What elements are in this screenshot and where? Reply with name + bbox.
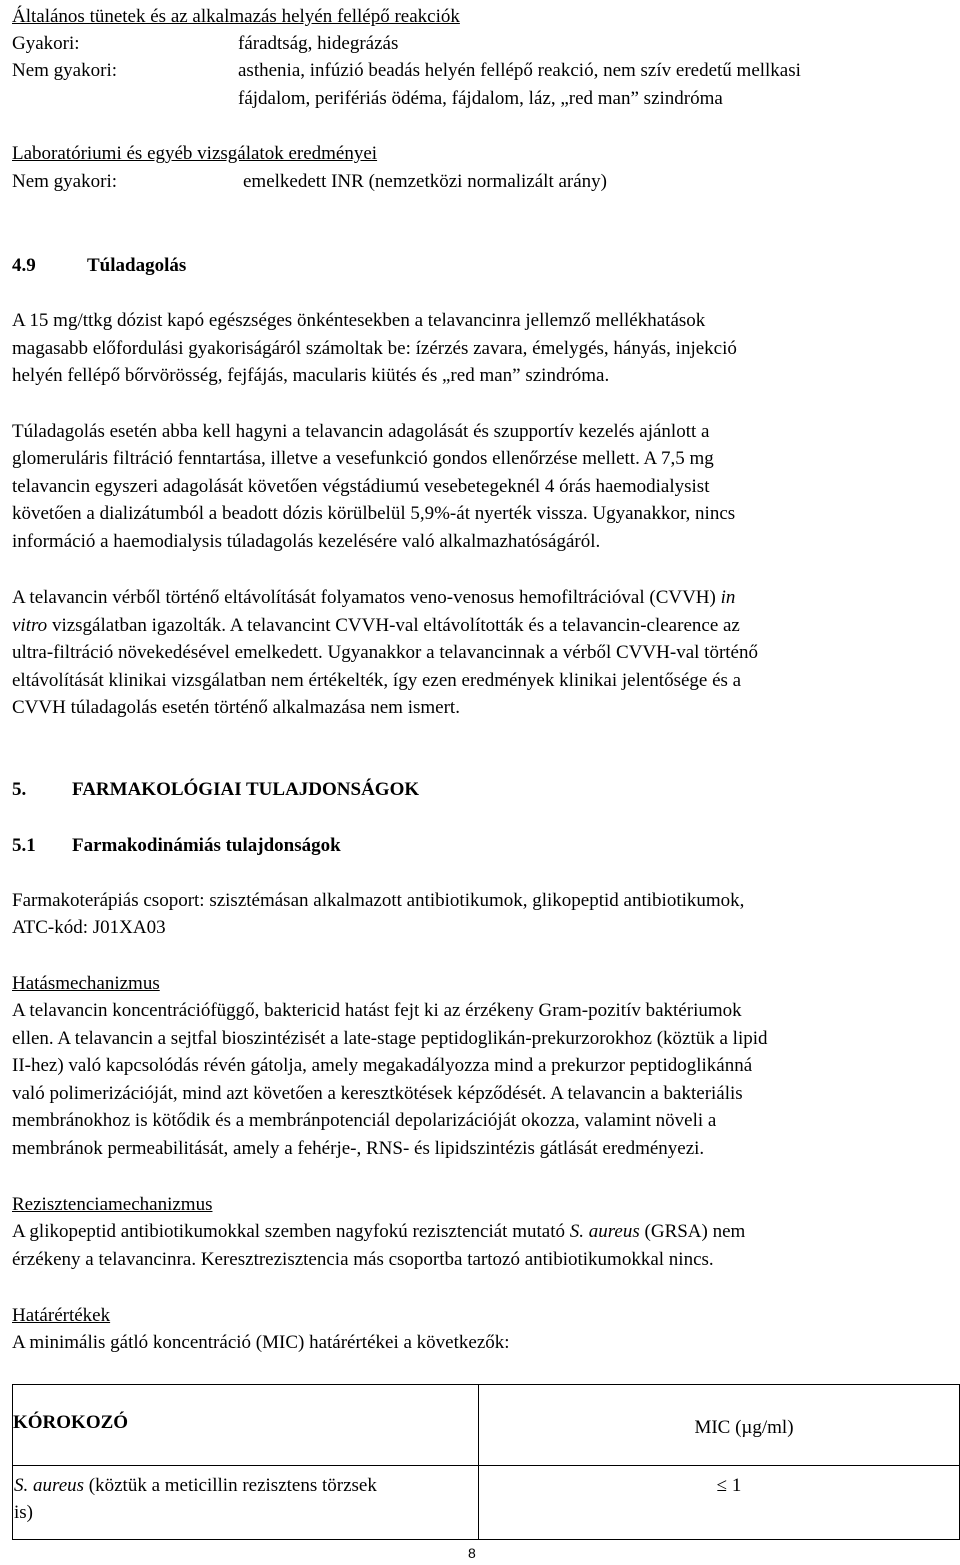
italic-run: vitro — [12, 615, 48, 636]
section-number: 5. — [12, 779, 27, 800]
italic-run: in — [720, 587, 736, 608]
overdose-p2-line: glomeruláris filtráció fenntartása, illetve a vesefunkció gondos ellenőrzése mellett. A 7,5 mg — [12, 448, 714, 469]
text-run: vizsgálatban igazolták. A telavancint CVVH-val eltávolították és a telavancin-clearence az — [47, 615, 740, 636]
section-number: 4.9 — [12, 255, 36, 276]
italic-run: S. aureus — [14, 1475, 85, 1496]
section-title: Farmakodinámiás tulajdonságok — [72, 835, 341, 856]
italic-run: S. aureus — [569, 1221, 640, 1242]
overdose-p3-line: ultra-filtráció növekedésével emelkedett. Ugyanakkor a telavancinnak a vérből CVVH-val történő — [12, 642, 758, 663]
overdose-p1-line: helyén fellépő bőrvörösség, fejfájás, macularis kiütés és „red man” szindróma. — [12, 365, 610, 386]
freq-text: asthenia, infúzió beadás helyén fellépő reakció, nem szív eredetű mellkasi — [238, 60, 801, 81]
breakpoints-heading: Határértékek — [12, 1305, 111, 1326]
table-header-cell — [479, 1385, 960, 1466]
table-cell-pathogen — [13, 1466, 479, 1540]
text-run: A glikopeptid antibiotikumokkal szemben nagyfokú rezisztenciát mutató — [12, 1221, 570, 1242]
overdose-p1-line: A 15 mg/ttkg dózist kapó egészséges önkéntesekben a telavancinra jellemző mellékhatások — [12, 310, 706, 331]
text-run: is) — [14, 1502, 33, 1523]
mic-value: ≤ 1 — [716, 1475, 742, 1496]
freq-text-continued: fájdalom, perifériás ödéma, fájdalom, láz, „red man” szindróma — [238, 88, 723, 109]
mechanism-line: való polimerizációját, mind azt követően a keresztkötések képződését. A telavancin a bakteriális — [12, 1083, 743, 1104]
section-title: FARMAKOLÓGIAI TULAJDONSÁGOK — [72, 779, 420, 800]
freq-label: Nem gyakori: — [12, 171, 118, 192]
overdose-p3-line: CVVH túladagolás esetén történő alkalmazása nem ismert. — [12, 697, 460, 718]
table-header-row — [13, 1385, 960, 1466]
text-run: (GRSA) nem — [639, 1221, 746, 1242]
breakpoints-text: A minimális gátló koncentráció (MIC) határértékei a következők: — [12, 1332, 510, 1353]
overdose-p3-line — [12, 584, 735, 611]
table-row — [13, 1466, 960, 1540]
section-number: 5.1 — [12, 835, 36, 856]
table-cell-mic — [479, 1466, 960, 1540]
freq-row-common — [12, 30, 932, 57]
mic-table — [12, 1384, 960, 1540]
table-header-cell — [13, 1385, 479, 1466]
freq-row-uncommon — [12, 57, 932, 84]
mechanism-line: A telavancin koncentrációfüggő, baktericid hatást fejt ki az érzékeny Gram-pozitív baktériumok — [12, 1000, 742, 1021]
overdose-p1-line: magasabb előfordulási gyakoriságáról számoltak be: ízérzés zavara, émelygés, hányás, injekció — [12, 338, 737, 359]
freq-text: fáradtság, hidegrázás — [238, 33, 399, 54]
lab-text: emelkedett INR (nemzetközi normalizált arány) — [243, 171, 608, 192]
mechanism-line: II-hez) való kapcsolódás révén gátolja, amely megakadályozza mind a prekurzor peptidoglikánná — [12, 1055, 753, 1076]
text-run: (köztük a meticillin rezisztens törzsek — [84, 1475, 377, 1496]
mechanism-heading: Hatásmechanizmus — [12, 973, 160, 994]
overdose-p2-line: követően a dializátumból a beadott dózis körülbelül 5,9%-át nyerték vissza. Ugyanakkor, nincs — [12, 503, 736, 524]
section-4-9-heading — [12, 252, 186, 279]
lab-row — [12, 168, 932, 195]
overdose-p3-line: eltávolítását klinikai vizsgálatban nem értékelték, így ezen eredmények klinikai jelentősége és a — [12, 670, 742, 691]
resistance-line — [12, 1218, 745, 1245]
resistance-line: érzékeny a telavancinra. Keresztrezisztencia más csoportba tartozó antibiotikumokkal nincs. — [12, 1249, 714, 1270]
section-title: Túladagolás — [87, 255, 187, 276]
col1-header: KÓROKOZÓ — [13, 1412, 129, 1433]
overdose-p2-line: telavancin egyszeri adagolását követően végstádiumú vesebetegeknél 4 órás haemodialysist — [12, 476, 710, 497]
lab-heading: Laboratóriumi és egyéb vizsgálatok eredményei — [12, 143, 378, 164]
pharmaco-group-line: ATC-kód: J01XA03 — [12, 917, 166, 938]
mechanism-line: membránokhoz is kötődik és a membránpotenciál depolarizációját okozza, valamint növeli a — [12, 1110, 717, 1131]
mechanism-line: membránok permeabilitását, amely a fehérje-, RNS- és lipidszintézis gátlását eredményezi. — [12, 1138, 705, 1159]
overdose-p2-line: információ a haemodialysis túladagolás kezelésére való alkalmazhatóságáról. — [12, 531, 601, 552]
overdose-p3-line — [12, 612, 740, 639]
page-number: 8 — [468, 1545, 476, 1561]
mechanism-line: ellen. A telavancin a sejtfal bioszintézisét a late-stage peptidoglikán-prekurzorokhoz (köztük a lipid — [12, 1028, 768, 1049]
general-heading: Általános tünetek és az alkalmazás helyén fellépő reakciók — [12, 6, 460, 27]
pharmaco-group-line: Farmakoterápiás csoport: szisztémásan alkalmazott antibiotikumok, glikopeptid antibiotikumok, — [12, 890, 745, 911]
section-5-1-heading — [12, 832, 341, 859]
section-5-heading — [12, 776, 419, 803]
freq-label: Gyakori: — [12, 33, 80, 54]
freq-label: Nem gyakori: — [12, 60, 118, 81]
overdose-p2-line: Túladagolás esetén abba kell hagyni a telavancin adagolását és szupportív kezelés ajánlott a — [12, 421, 710, 442]
text-run: A telavancin vérből történő eltávolítását folyamatos veno-venosus hemofiltrációval (CVVH) — [12, 587, 721, 608]
resistance-heading: Rezisztenciamechanizmus — [12, 1194, 213, 1215]
col2-header: MIC (µg/ml) — [694, 1417, 794, 1438]
